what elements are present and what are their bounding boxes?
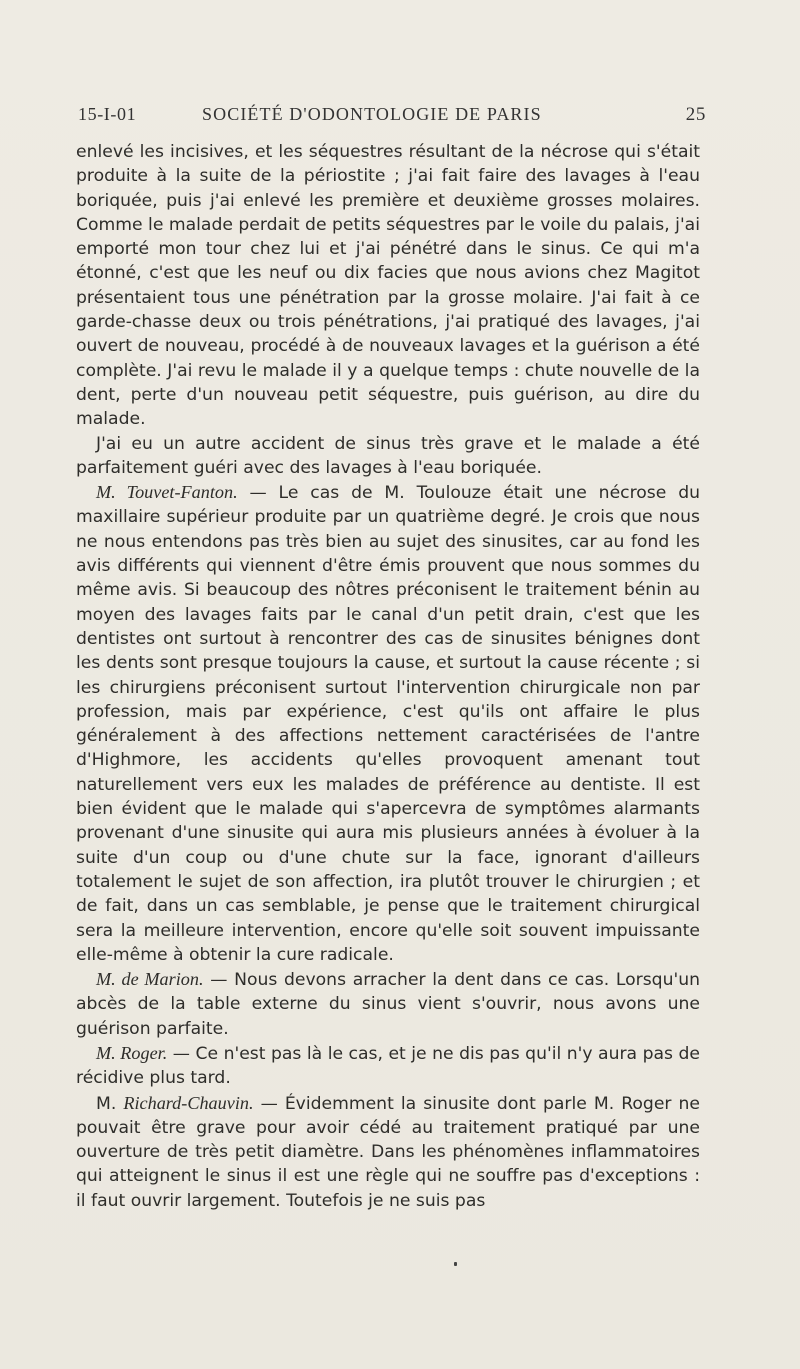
paragraph-text: J'ai eu un autre accident de sinus très grave et le malade a été parfaitement guéri avec des lavages à l'eau boriquée. (76, 433, 700, 478)
paragraph-text: — Ce n'est pas là le cas, et je ne dis pas qu'il n'y aura pas de récidive plus tard. (76, 1043, 700, 1089)
body-text (76, 140, 700, 1213)
page-number: 25 (685, 104, 706, 125)
paragraph-3 (76, 480, 700, 967)
speaker-name: M. Roger. (96, 1042, 168, 1063)
paragraph-text: — Évidemment la sinusite dont parle M. Roger ne pouvait être grave pour avoir cédé au traitement pratiqué par une ouverture de très petit diamètre. Dans les phénomènes inflammatoires qui atteignent le sinus il est une règle qui ne souffre pas d'exceptions : il faut ouvrir largement. Toutefois je ne suis pas (76, 1093, 700, 1211)
paragraph-4 (76, 967, 700, 1041)
ink-speck (454, 1262, 457, 1266)
speaker-name: M. de Marion. (96, 969, 204, 990)
paragraph-1 (76, 140, 700, 432)
paragraph-text: enlevé les incisives, et les séquestres résultant de la nécrose qui s'était produite à la suite de la périostite ; j'ai fait faire des lavages à l'eau boriquée, puis j'ai enlevé les première et deuxième grosses molaires. Comme le malade perdait de petits séquestres par le voile du palais, j'ai emporté mon tour chez lui et j'ai pénétré dans le sinus. Ce qui m'a étonné, c'est que les neuf ou dix facies que nous avions chez Magitot présentaient tous une pénétration par la grosse molaire. J'ai fait à ce garde-chasse deux ou trois pénétrations, j'ai pratiqué des lavages, j'ai ouvert de nouveau, procédé à de nouveaux lavages et la guérison a été complète. J'ai revu le malade il y a quelque temps : chute nouvelle de la dent, perte d'un nouveau petit séquestre, puis guérison, au dire du malade. (76, 142, 700, 430)
speaker-name: M. Touvet-Fanton. (96, 482, 238, 503)
paragraph-text: — Nous devons arracher la dent dans ce cas. Lorsqu'un abcès de la table externe du sinus vient s'ouvrir, nous avons une guérison parfaite. (76, 970, 700, 1039)
paragraph-text: — Le cas de M. Toulouze était une nécrose du maxillaire supérieur produite par un quatrième degré. Je crois que nous ne nous entendons pas très bien au sujet des sinusites, car au fond les avis différents qui viennent d'être émis prouvent que nous sommes du même avis. Si beaucoup des nôtres préconisent le traitement bénin au moyen des lavages faits par le canal d'un petit drain, c'est que les dentistes ont surtout à rencontrer des cas de sinusites bénignes dont les dents sont presque toujours la cause, et surtout la cause récente ; si les chirurgiens préconisent surtout l'intervention chirurgicale non par profession, mais par expérience, c'est qu'ils ont affaire le plus généralement à des affections nettement caractérisées de l'antre d'Highmore, les accidents qu'elles provoquent amenant tout naturellement vers eux les malades de préférence au dentiste. Il est bien évident que le malade qui s'apercevra de symptômes alarmants provenant d'une sinusite qui aura mis plusieurs années à évoluer à la suite d'un coup ou d'une chute sur la face, ignorant d'ailleurs totalement le sujet de son affection, ira plutôt trouver le chirurgien ; et de fait, dans un cas semblable, je pense que le traitement chirurgical sera la meilleure intervention, encore qu'elle soit souvent impuissante elle-même à obtenir la cure radicale. (76, 483, 700, 965)
paragraph-6 (76, 1091, 700, 1213)
running-head (78, 104, 706, 130)
paragraph-2 (76, 432, 700, 481)
header-date: 15-I-01 (78, 104, 137, 124)
speaker-name: Richard-Chauvin. (123, 1092, 254, 1113)
speaker-prefix: M. (96, 1093, 124, 1114)
header-journal-title: SOCIÉTÉ D'ODONTOLOGIE DE PARIS (202, 104, 542, 124)
paragraph-5 (76, 1041, 700, 1091)
